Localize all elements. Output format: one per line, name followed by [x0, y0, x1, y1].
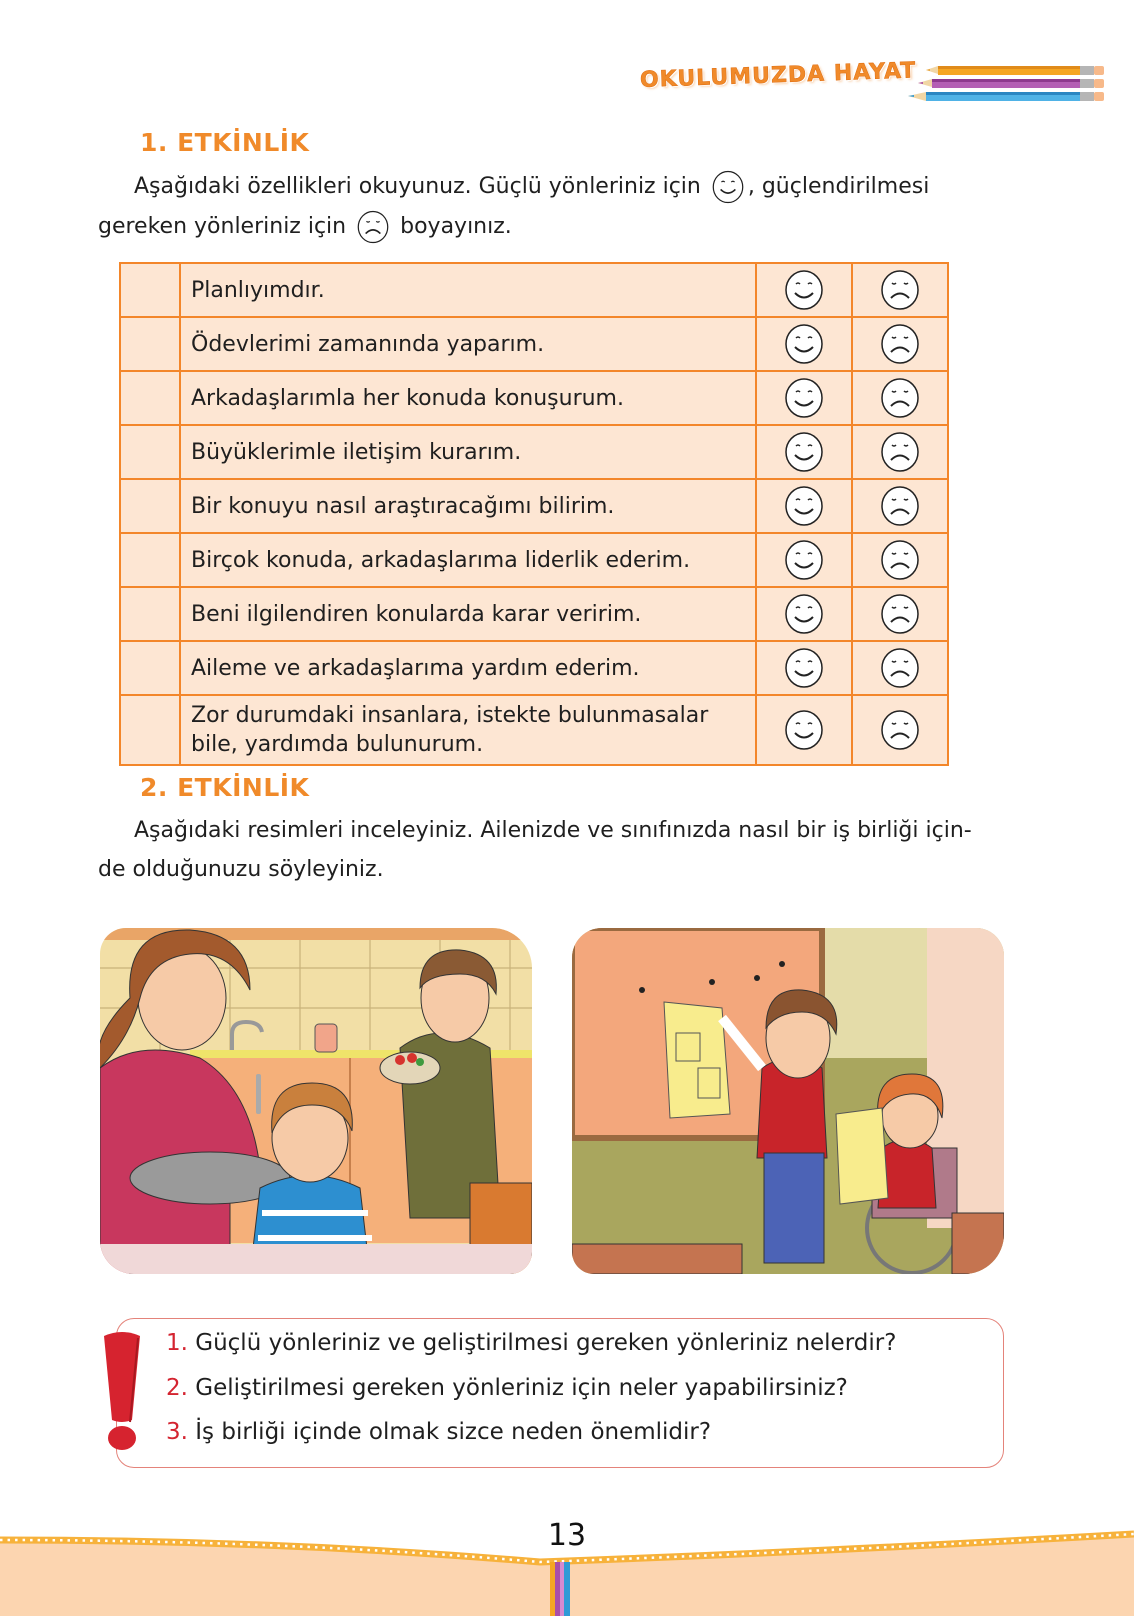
sad-face-icon[interactable] [852, 479, 948, 533]
family-kitchen-illustration [100, 928, 532, 1274]
smiley-face-icon[interactable] [756, 695, 852, 765]
sad-face-icon[interactable] [852, 371, 948, 425]
page-number: 13 [547, 1518, 587, 1553]
smiley-face-icon[interactable] [756, 587, 852, 641]
row-number-cell [120, 479, 180, 533]
question-2: 2. Geliştirilmesi gereken yönleriniz için neler yapabilirsiniz? [166, 1375, 848, 1401]
self-assessment-table [119, 262, 949, 766]
exclamation-icon [98, 1330, 146, 1452]
trait-text-cell: Aileme ve arkadaşlarıma yardım ederim. [180, 641, 756, 695]
book-series-title: OKULUMUZDA HAYAT [639, 58, 917, 93]
smiley-face-icon[interactable] [756, 371, 852, 425]
row-number-cell [120, 371, 180, 425]
activity-1-heading: 1. ETKİNLİK [140, 128, 310, 157]
question-3: 3. İş birliği içinde olmak sizce neden önemlidir? [166, 1419, 712, 1445]
activity-1-instruction-line2: gereken yönleriniz için boyayınız. [98, 206, 512, 247]
pencils-decoration-icon [908, 64, 1108, 106]
classroom-bulletin-board-illustration [572, 928, 1004, 1274]
sad-face-icon[interactable] [852, 695, 948, 765]
table-row [120, 317, 948, 371]
trait-text-cell: Arkadaşlarımla her konuda konuşurum. [180, 371, 756, 425]
row-number-cell [120, 587, 180, 641]
sad-face-icon[interactable] [852, 263, 948, 317]
activity-2-instruction-line2: de olduğunuzu söyleyiniz. [98, 857, 384, 882]
trait-text-cell: Ödevlerimi zamanında yaparım. [180, 317, 756, 371]
smiley-face-icon[interactable] [756, 479, 852, 533]
trait-text-cell: Beni ilgilendiren konularda karar veririm. [180, 587, 756, 641]
smiley-face-icon[interactable] [756, 425, 852, 479]
smiley-face-icon[interactable] [756, 641, 852, 695]
table-row [120, 587, 948, 641]
row-number-cell [120, 425, 180, 479]
table-row [120, 641, 948, 695]
smiley-face-icon[interactable] [756, 533, 852, 587]
smiley-face-icon[interactable] [756, 263, 852, 317]
table-row [120, 479, 948, 533]
activity-1-instruction-line1: Aşağıdaki özellikleri okuyunuz. Güçlü yönleriniz için , güçlendirilmesi [134, 166, 929, 207]
sad-face-icon [355, 209, 391, 245]
row-number-cell [120, 695, 180, 765]
sad-face-icon[interactable] [852, 533, 948, 587]
row-number-cell [120, 263, 180, 317]
trait-text-cell: Zor durumdaki insanlara, istekte bulunmasalar bile, yardımda bulunurum. [180, 695, 756, 765]
trait-text-cell: Birçok konuda, arkadaşlarıma liderlik ederim. [180, 533, 756, 587]
row-number-cell [120, 533, 180, 587]
sad-face-icon[interactable] [852, 641, 948, 695]
table-row [120, 425, 948, 479]
table-row [120, 695, 948, 765]
smiley-face-icon [710, 169, 746, 205]
smiley-face-icon[interactable] [756, 317, 852, 371]
row-number-cell [120, 641, 180, 695]
sad-face-icon[interactable] [852, 317, 948, 371]
trait-text-cell: Bir konuyu nasıl araştıracağımı bilirim. [180, 479, 756, 533]
table-row [120, 533, 948, 587]
row-number-cell [120, 317, 180, 371]
question-1: 1. Güçlü yönleriniz ve geliştirilmesi gereken yönleriniz nelerdir? [166, 1330, 897, 1356]
trait-text-cell: Büyüklerimle iletişim kurarım. [180, 425, 756, 479]
sad-face-icon[interactable] [852, 587, 948, 641]
trait-text-cell: Planlıyımdır. [180, 263, 756, 317]
activity-2-heading: 2. ETKİNLİK [140, 773, 310, 802]
activity-2-instruction-line1: Aşağıdaki resimleri inceleyiniz. Ailenizde ve sınıfınızda nasıl bir iş birliği için- [134, 818, 972, 843]
table-row [120, 371, 948, 425]
table-row [120, 263, 948, 317]
sad-face-icon[interactable] [852, 425, 948, 479]
